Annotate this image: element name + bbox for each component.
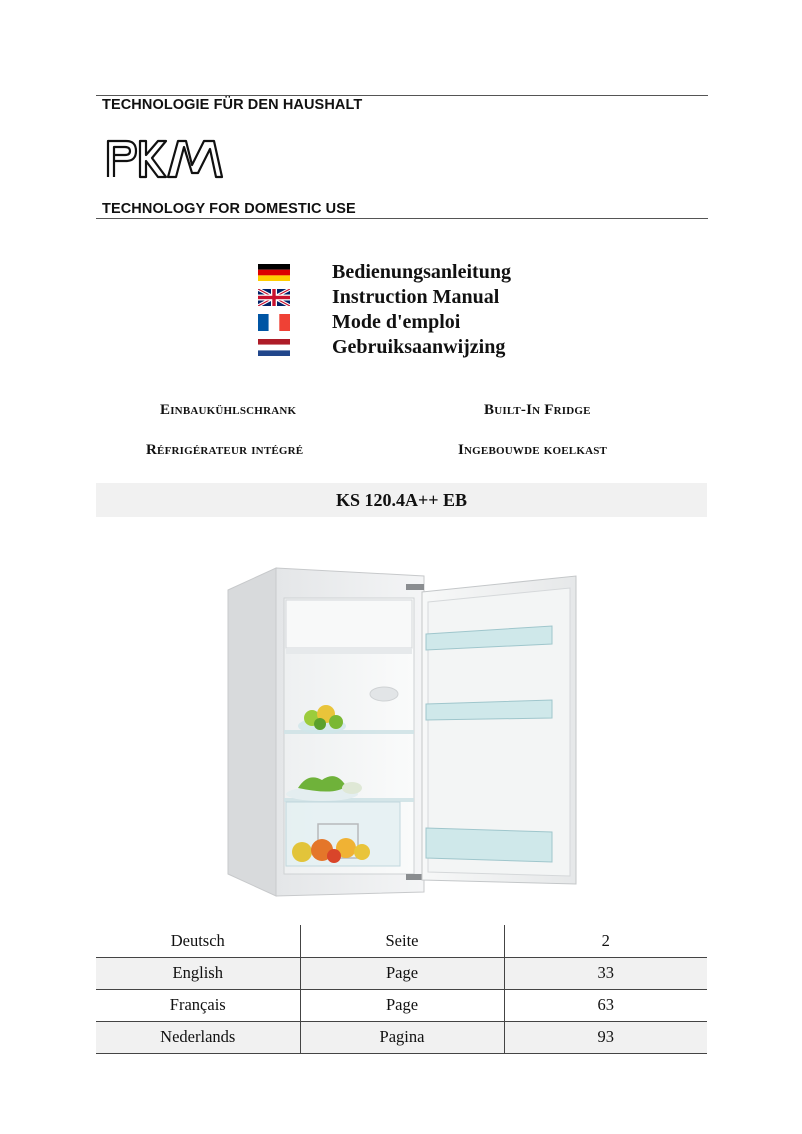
tagline-english: TECHNOLOGY FOR DOMESTIC USE <box>102 201 356 217</box>
fridge-product-image <box>226 562 582 902</box>
manual-title-de: Bedienungsanleitung <box>332 261 511 283</box>
toc-page-number: 63 <box>504 989 707 1021</box>
tagline-german: TECHNOLOGIE FÜR DEN HAUSHALT <box>102 97 363 113</box>
product-type-fr: Réfrigérateur intégré <box>146 442 304 458</box>
product-type-de: Einbaukühlschrank <box>160 402 297 418</box>
germany-flag-icon <box>258 264 290 281</box>
toc-language: Nederlands <box>96 1021 300 1053</box>
toc-page-number: 33 <box>504 957 707 989</box>
table-row <box>96 925 707 957</box>
manual-title-list <box>258 260 511 360</box>
manual-title-nl: Gebruiksaanwijzing <box>332 336 506 358</box>
manual-title-row-nl <box>258 335 511 360</box>
table-row <box>96 1021 707 1053</box>
header-rule-top <box>96 95 708 96</box>
manual-title-fr: Mode d'emploi <box>332 311 461 333</box>
toc-language: Français <box>96 989 300 1021</box>
toc-page-label: Page <box>300 989 504 1021</box>
toc-page-number: 2 <box>504 925 707 957</box>
toc-language: Deutsch <box>96 925 300 957</box>
model-number-bar: KS 120.4A++ EB <box>96 483 707 517</box>
header-rule-bottom <box>96 218 708 219</box>
table-row <box>96 957 707 989</box>
manual-title-row-fr <box>258 310 511 335</box>
toc-language: English <box>96 957 300 989</box>
toc-page-label: Page <box>300 957 504 989</box>
toc-page-label: Seite <box>300 925 504 957</box>
netherlands-flag-icon <box>258 339 290 356</box>
language-page-table <box>96 925 707 1054</box>
pkm-logo <box>106 137 226 179</box>
manual-title-en: Instruction Manual <box>332 286 500 308</box>
toc-page-number: 93 <box>504 1021 707 1053</box>
table-row <box>96 989 707 1021</box>
uk-flag-icon <box>258 289 290 306</box>
toc-page-label: Pagina <box>300 1021 504 1053</box>
manual-title-row-en <box>258 285 511 310</box>
product-type-en: Built-In Fridge <box>484 402 591 418</box>
manual-title-row-de <box>258 260 511 285</box>
france-flag-icon <box>258 314 290 331</box>
product-type-nl: Ingebouwde koelkast <box>458 442 608 458</box>
